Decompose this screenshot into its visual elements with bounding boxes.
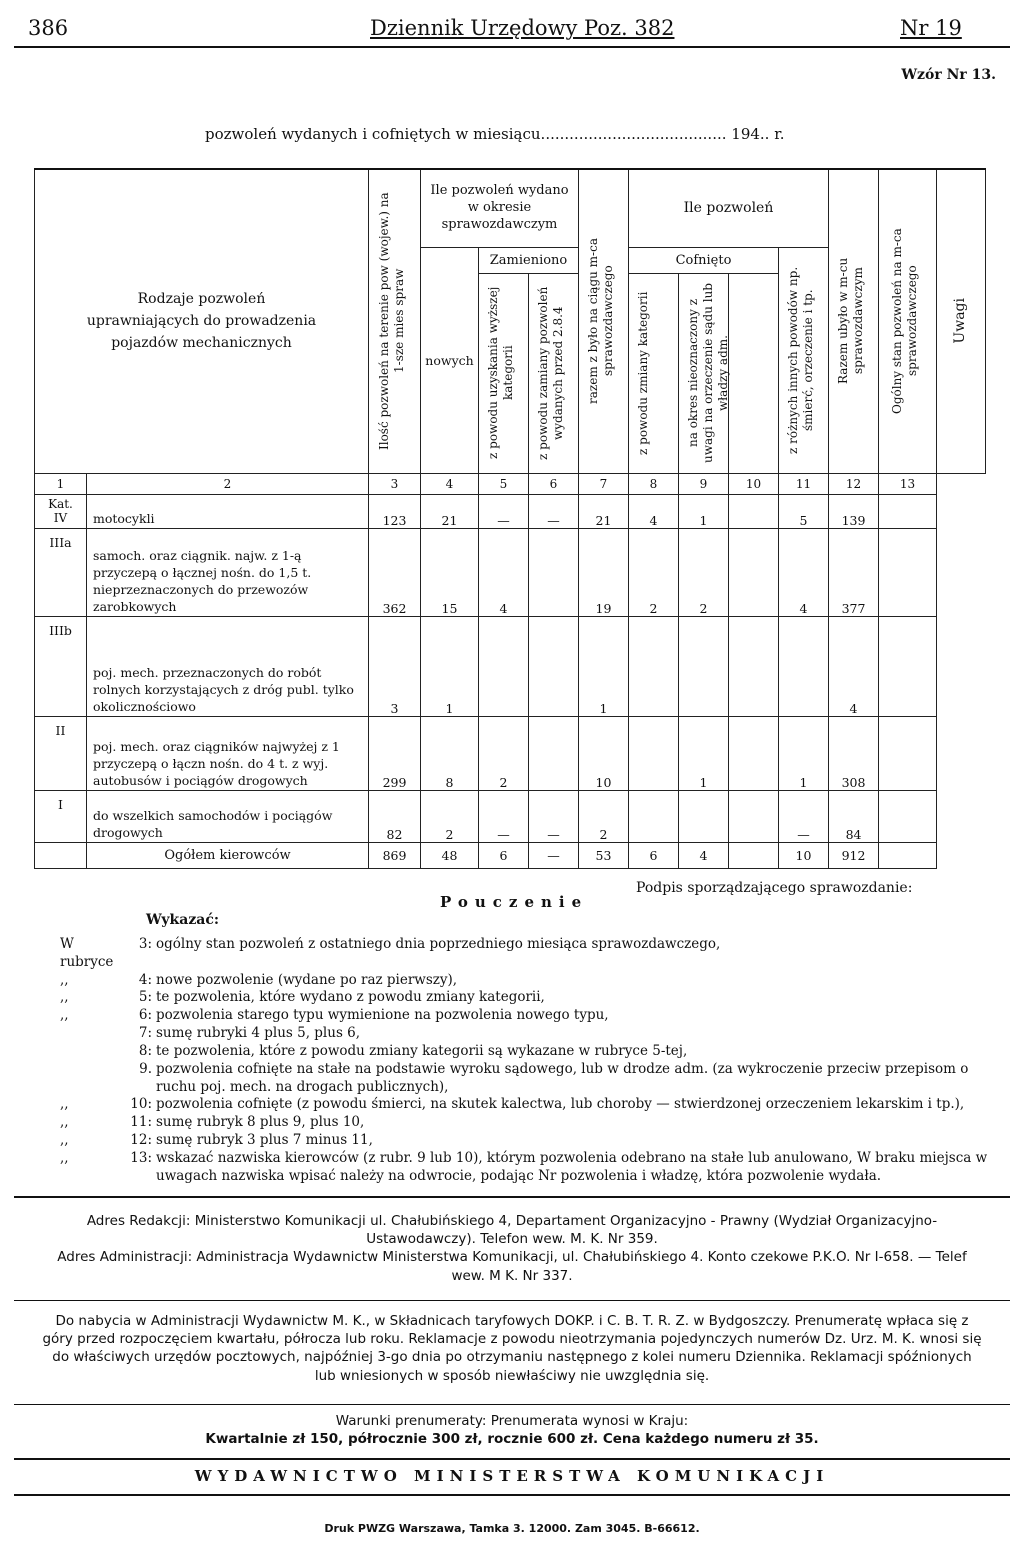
footer-address xyxy=(40,1212,984,1285)
list-item: ,, 12: sumę rubryk 3 plus 7 minus 11, xyxy=(60,1131,373,1148)
cell xyxy=(729,494,779,528)
colnum: 9 xyxy=(679,473,729,494)
table-row xyxy=(35,494,986,528)
cell: 53 xyxy=(579,842,629,868)
header-col9: na okres nieoznaczony z uwagi na orzeczenie sądu lub władzy adm. xyxy=(679,273,729,473)
report-table xyxy=(34,168,986,869)
cell xyxy=(629,790,679,842)
list-item: ,, 6: pozwolenia starego typu wymienione na pozwolenia nowego typu, xyxy=(60,1007,609,1024)
footer-rule-2 xyxy=(14,1300,1010,1301)
colnum: 12 xyxy=(829,473,879,494)
footer-warunki xyxy=(40,1412,984,1448)
table-row xyxy=(35,616,986,716)
kat-cell: II xyxy=(35,716,87,790)
header-rule xyxy=(14,46,1010,48)
table-row xyxy=(35,528,986,616)
cell: 1 xyxy=(679,716,729,790)
cell xyxy=(729,790,779,842)
kat-cell: Kat. IV xyxy=(35,494,87,528)
colnum: 2 xyxy=(87,473,369,494)
cell xyxy=(879,790,937,842)
row-label: motocykli xyxy=(87,494,369,528)
list-item: ,, 4: nowe pozwolenie (wydane po raz pierwszy), xyxy=(60,971,458,988)
cell: 2 xyxy=(629,528,679,616)
header-revoked-group: Cofnięto xyxy=(629,247,779,273)
signature-label: Podpis sporządzającego sprawozdanie: xyxy=(636,880,913,896)
cell: 15 xyxy=(421,528,479,616)
cell: 4 xyxy=(629,494,679,528)
cell: 10 xyxy=(579,716,629,790)
cell: — xyxy=(529,494,579,528)
cell xyxy=(679,616,729,716)
list-item: 7: sumę rubryki 4 plus 5, plus 6, xyxy=(138,1025,361,1042)
footer-administracja: Adres Administracji: Administracja Wydawnictw Ministerstwa Komunikacji, ul. Chałubińskiego 4. Konto czekowe P.K.O. Nr I-658. — Telef wew. M K. Nr 337. xyxy=(57,1249,967,1284)
footer-warunki-text: Kwartalnie zł 150, półrocznie 300 zł, rocznie 600 zł. Cena każdego numeru zł 35. xyxy=(205,1431,819,1448)
table-row xyxy=(35,716,986,790)
cell xyxy=(879,528,937,616)
colnum: 6 xyxy=(529,473,579,494)
cell: 2 xyxy=(421,790,479,842)
wykazac-label: Wykazać: xyxy=(146,912,220,928)
header-issued-group: Ile pozwoleń wydano w okresie sprawozdawczym xyxy=(421,169,579,247)
row-label: samoch. oraz ciągnik. najw. z 1-ą przyczepą o łącznej nośn. do 1,5 t. nieprzeznaczonych do przewozów zarobkowych xyxy=(87,528,369,616)
colnum: 10 xyxy=(729,473,779,494)
colnum: 3 xyxy=(369,473,421,494)
cell xyxy=(529,616,579,716)
journal-title: Dziennik Urzędowy Poz. 382 xyxy=(370,16,675,40)
cell xyxy=(729,528,779,616)
colnum: 7 xyxy=(579,473,629,494)
cell xyxy=(729,716,779,790)
cell: 1 xyxy=(679,494,729,528)
colnum: 13 xyxy=(879,473,937,494)
header-count-group: Ile pozwoleń xyxy=(629,169,829,247)
header-col4: nowych xyxy=(421,247,479,473)
cell xyxy=(479,616,529,716)
cell xyxy=(779,616,829,716)
header-col13: Uwagi xyxy=(937,169,986,473)
table-row xyxy=(35,790,986,842)
cell: 912 xyxy=(829,842,879,868)
page-number: 386 xyxy=(28,16,69,40)
footer-warunki-title: Warunki prenumeraty: Prenumerata wynosi w Kraju: xyxy=(335,1413,689,1429)
footer-nabycie: Do nabycia w Administracji Wydawnictw M. K., w Składnicach taryfowych DOKP. i C. B. T. R. Z. w Bydgoszczy. Prenumeratę wpłaca się z góry przed rozpoczęciem kwartału, półrocza lub roku. Reklamacje z powodu nieotrzymania pojedynczych numerów Dz. Urz. M. K. wnosi się do właściwych urzędów pocztowych, najpóźniej 3-go dnia po otrzymaniu następnego z kolei numeru Dziennika. Reklamacji spóźnionych lub wniesionych w sposób niewłaściwy nie uwzględnia się. xyxy=(42,1313,982,1384)
column-numbers-row xyxy=(35,473,986,494)
list-item: ,, 5: te pozwolenia, które wydano z powodu zmiany kategorii, xyxy=(60,989,545,1006)
cell: — xyxy=(479,494,529,528)
kat-cell: IIIb xyxy=(35,616,87,716)
list-item: W rubryce 3: ogólny stan pozwoleń z ostatniego dnia poprzedniego miesiąca sprawozdawczego, xyxy=(60,936,721,970)
cell xyxy=(629,716,679,790)
footer-rule-4 xyxy=(14,1458,1010,1460)
cell: 377 xyxy=(829,528,879,616)
cell: 82 xyxy=(369,790,421,842)
header-changed-group: Zamieniono xyxy=(479,247,579,273)
cell: — xyxy=(529,842,579,868)
header-col8: z powodu zmiany kategorii xyxy=(629,273,679,473)
total-label: Ogółem kierowców xyxy=(87,842,369,868)
total-row xyxy=(35,842,986,868)
colnum: 1 xyxy=(35,473,87,494)
cell xyxy=(729,842,779,868)
cell xyxy=(529,716,579,790)
cell xyxy=(35,842,87,868)
print-info: Druk PWZG Warszawa, Tamka 3. 12000. Zam 3045. B-66612. xyxy=(324,1522,700,1535)
cell: 2 xyxy=(579,790,629,842)
row-label: do wszelkich samochodów i pociągów drogowych xyxy=(87,790,369,842)
cell: 308 xyxy=(829,716,879,790)
list-item: 8: te pozwolenia, które z powodu zmiany kategorii są wykazane w rubryce 5-tej, xyxy=(138,1042,688,1059)
cell xyxy=(729,616,779,716)
cell: — xyxy=(529,790,579,842)
cell: 10 xyxy=(779,842,829,868)
cell: 4 xyxy=(479,528,529,616)
cell: 48 xyxy=(421,842,479,868)
report-subtitle: pozwoleń wydanych i cofniętych w miesiącu....................................... 194.. r. xyxy=(205,125,785,143)
footer-rule-5 xyxy=(14,1494,1010,1496)
instructions-list xyxy=(60,936,1000,1185)
header-col3: Ilość pozwoleń na terenie pow (wojew.) na 1-sze mies spraw xyxy=(369,169,421,473)
cell xyxy=(879,842,937,868)
cell xyxy=(679,790,729,842)
cell: — xyxy=(479,790,529,842)
cell: 84 xyxy=(829,790,879,842)
cell: 21 xyxy=(579,494,629,528)
cell: 362 xyxy=(369,528,421,616)
row-label: poj. mech. oraz ciągników najwyżej z 1 przyczepą o łączn nośn. do 4 t. z wyj. autobusów i pociągów drogowych xyxy=(87,716,369,790)
issue-number: Nr 19 xyxy=(900,16,962,40)
colnum: 11 xyxy=(779,473,829,494)
cell xyxy=(879,616,937,716)
cell: 6 xyxy=(629,842,679,868)
instructions-title: Pouczenie xyxy=(440,893,589,911)
cell: 299 xyxy=(369,716,421,790)
row-label: poj. mech. przeznaczonych do robót rolnych korzystających z dróg publ. tylko okolicznościowo xyxy=(87,616,369,716)
cell: 2 xyxy=(479,716,529,790)
cell xyxy=(879,716,937,790)
header-licence-types: Rodzaje pozwoleń uprawniających do prowadzenia pojazdów mechanicznych xyxy=(35,169,369,473)
publisher: WYDAWNICTWO MINISTERSTWA KOMUNIKACJI xyxy=(194,1467,830,1485)
cell: 1 xyxy=(579,616,629,716)
kat-cell: I xyxy=(35,790,87,842)
form-number: Wzór Nr 13. xyxy=(901,67,996,83)
footer-redakcja: Adres Redakcji: Ministerstwo Komunikacji ul. Chałubińskiego 4, Departament Organizacyjno - Prawny (Wydział Organizacyjno-Ustawodawczy). Telefon wew. M. K. Nr 359. xyxy=(86,1213,938,1248)
cell: 123 xyxy=(369,494,421,528)
cell: 139 xyxy=(829,494,879,528)
list-item: ,, 10: pozwolenia cofnięte (z powodu śmierci, na skutek kalectwa, lub choroby — stwierdzonej orzeczeniem lekarskim i tp.), xyxy=(60,1096,965,1113)
cell: 6 xyxy=(479,842,529,868)
list-item: ,, 11: sumę rubryk 8 plus 9, plus 10, xyxy=(60,1114,365,1131)
footer-rule-1 xyxy=(14,1196,1010,1198)
list-item: 9. pozwolenia cofnięte na stałe na podstawie wyroku sądowego, lub w drodze adm. (za wykroczenie przeciw przepisom o ruchu poj. mech. na drogach publicznych), xyxy=(139,1060,969,1095)
list-item: ,, 13: wskazać nazwiska kierowców (z rubr. 9 lub 10), którym pozwolenia odebrano na stałe lub anulowano, W braku miejsca w uwagach nazwiska wpisać należy na odwrocie, podając Nr pozwolenia i władzę, która pozwolenie wydała. xyxy=(60,1149,988,1184)
cell xyxy=(879,494,937,528)
cell: 4 xyxy=(779,528,829,616)
page-header xyxy=(0,8,1024,48)
cell xyxy=(629,616,679,716)
cell: — xyxy=(779,790,829,842)
footer-rule-3 xyxy=(14,1404,1010,1405)
cell: 4 xyxy=(679,842,729,868)
cell: 8 xyxy=(421,716,479,790)
cell: 1 xyxy=(779,716,829,790)
cell: 869 xyxy=(369,842,421,868)
cell: 2 xyxy=(679,528,729,616)
colnum: 5 xyxy=(479,473,529,494)
header-col7: razem z było na ciągu m-ca sprawozdawczego xyxy=(579,169,629,473)
header-col5: z powodu uzyskania wyższej kategorii xyxy=(479,273,529,473)
colnum: 8 xyxy=(629,473,679,494)
cell xyxy=(529,528,579,616)
kat-cell: IIIa xyxy=(35,528,87,616)
cell: 4 xyxy=(829,616,879,716)
cell: 1 xyxy=(421,616,479,716)
header-col11: Razem ubyło w m-cu sprawozdawczym xyxy=(829,169,879,473)
header-col10: z różnych innych powodów np. śmierć, orzeczenie i tp. xyxy=(779,247,829,473)
colnum: 4 xyxy=(421,473,479,494)
cell: 3 xyxy=(369,616,421,716)
cell: 5 xyxy=(779,494,829,528)
header-col12: Ogólny stan pozwoleń na m-ca sprawozdawczego xyxy=(879,169,937,473)
header-col6: z powodu zamiany pozwoleń wydanych przed 2.8.4 xyxy=(529,273,579,473)
cell: 21 xyxy=(421,494,479,528)
cell: 19 xyxy=(579,528,629,616)
